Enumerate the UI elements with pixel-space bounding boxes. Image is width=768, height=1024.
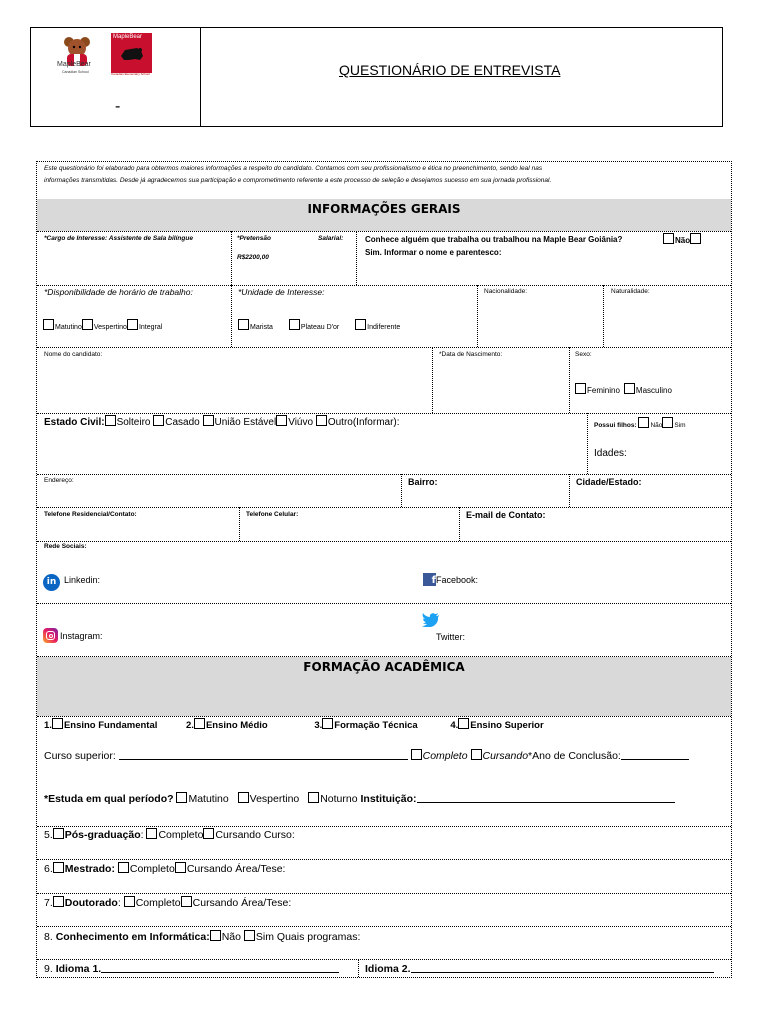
idioma1-row: [44, 963, 339, 975]
masculino-label: Masculino: [635, 386, 672, 395]
indiferente-label: Indiferente: [367, 324, 401, 331]
filhos-nao-checkbox[interactable]: [638, 417, 649, 428]
vespertino-checkbox[interactable]: [82, 319, 93, 330]
indiferente-checkbox[interactable]: [355, 319, 366, 330]
header-box: [30, 27, 723, 127]
mestrado-row: [44, 862, 285, 875]
curso-completo-checkbox[interactable]: [411, 749, 422, 760]
logo-left-sub: Canadian School: [62, 70, 89, 74]
informatica-label: Conhecimento em Informática:: [55, 931, 210, 943]
curso-cursando-checkbox[interactable]: [471, 749, 482, 760]
periodo-matutino-label: Matutino: [188, 793, 229, 805]
informatica-nao-label: Não: [221, 931, 241, 943]
superior-checkbox[interactable]: [458, 718, 469, 729]
curso-cursando-label: Cursando: [482, 750, 529, 762]
general-section-title: INFORMAÇÕES GERAIS: [307, 202, 461, 216]
mestrado-completo-label: Completo: [129, 863, 175, 875]
nascimento-label: *Data de Nascimento:: [439, 351, 503, 358]
n3: 3.: [314, 720, 323, 731]
endereco-label: Endereço:: [44, 477, 74, 484]
filhos-nao-label: Não: [650, 422, 663, 429]
pos-cursando-label: Cursando Curso:: [215, 829, 295, 841]
pos-row: [44, 828, 295, 841]
informatica-row: [44, 930, 360, 943]
disponibilidade-label: *Disponibilidade de horário de trabalho:: [44, 287, 193, 297]
integral-checkbox[interactable]: [127, 319, 138, 330]
idioma1-field[interactable]: [101, 963, 339, 973]
idioma2-label: Idioma 2.: [365, 963, 411, 975]
tecnica-checkbox[interactable]: [322, 718, 333, 729]
form-frame: [36, 161, 732, 978]
edu-level-row: [44, 718, 544, 731]
feminino-label: Feminino: [587, 386, 620, 395]
pos-cursando-checkbox[interactable]: [203, 828, 214, 839]
periodo-noturno-checkbox[interactable]: [308, 792, 319, 803]
twitter-icon: [422, 613, 440, 627]
pos-label: Pós-graduação: [64, 829, 141, 841]
header-dash: -: [115, 98, 121, 115]
viuvo-label: Viúvo: [288, 417, 314, 428]
doutorado-cursando-label: Cursando Área/Tese:: [192, 897, 292, 909]
email-label: E-mail de Contato:: [466, 510, 546, 520]
instagram-label: Instagram:: [60, 631, 103, 641]
mestrado-checkbox[interactable]: [53, 862, 64, 873]
doutorado-cursando-checkbox[interactable]: [181, 896, 192, 907]
header-divider: [200, 28, 201, 126]
periodo-vespertino-checkbox[interactable]: [238, 792, 249, 803]
marista-label: Marista: [250, 324, 273, 331]
mestrado-completo-checkbox[interactable]: [118, 862, 129, 873]
n6: 6.: [44, 863, 53, 875]
outro-label: Outro(Informar):: [327, 417, 400, 428]
pos-colon: :: [140, 829, 144, 841]
instagram-icon: [43, 628, 58, 643]
periodo-vespertino-label: Vespertino: [249, 793, 300, 805]
pos-checkbox[interactable]: [53, 828, 64, 839]
feminino-checkbox[interactable]: [575, 383, 586, 394]
superior-label: Ensino Superior: [470, 720, 544, 731]
uniao-label: União Estável: [214, 417, 277, 428]
facebook-icon: f: [423, 573, 436, 586]
marista-checkbox[interactable]: [238, 319, 249, 330]
academic-section-band: [37, 657, 731, 716]
outro-checkbox[interactable]: [316, 415, 327, 426]
filhos-row: [594, 417, 686, 429]
salarial-label: Salarial:: [318, 235, 344, 242]
linkedin-icon: in: [43, 574, 60, 591]
salary-value[interactable]: R$2200,00: [237, 254, 269, 261]
ano-conclusao-field[interactable]: [621, 750, 689, 760]
n7: 7.: [44, 897, 53, 909]
facebook-label: Facebook:: [436, 575, 479, 585]
n1: 1.: [44, 720, 52, 731]
informatica-sim-label: Sim Quais programas:: [255, 931, 361, 943]
linkedin-label: Linkedin:: [64, 575, 101, 585]
pretensao-label: *Pretensão: [237, 235, 271, 242]
logo-right-text: MapleBear: [113, 34, 143, 40]
masculino-checkbox[interactable]: [624, 383, 635, 394]
periodo-label: *Estuda em qual período?: [44, 793, 174, 805]
estado-civil-row: [44, 415, 400, 428]
filhos-sim-checkbox[interactable]: [662, 417, 673, 428]
matutino-label: Matutino: [55, 324, 82, 331]
solteiro-checkbox[interactable]: [105, 415, 116, 426]
unidade-label: *Unidade de Interesse:: [238, 287, 325, 297]
casado-checkbox[interactable]: [153, 415, 164, 426]
logo-right-sub: Canadian Elementary School: [111, 72, 150, 76]
doutorado-checkbox[interactable]: [53, 896, 64, 907]
conhece-sim-checkbox[interactable]: [690, 233, 701, 244]
idioma2-field[interactable]: [411, 963, 714, 973]
intro-line-2: informações transmitidas. Desde já agradecemos sua participação e comprometimento referente a este processo de seleção e desejamos sucesso em sua jornada profissional.: [44, 177, 552, 184]
maple-bear-icon: [119, 42, 145, 66]
instituicao-label: Instituição:: [360, 793, 417, 805]
sexo-options: [575, 383, 672, 395]
curso-superior-label: Curso superior:: [44, 750, 116, 762]
twitter-label: Twitter:: [436, 632, 466, 642]
vespertino-label: Vespertino: [93, 324, 127, 331]
general-section-band: [37, 199, 731, 231]
plateau-label: Plateau D'or: [300, 324, 340, 331]
n5: 5.: [44, 829, 53, 841]
cargo-label: *Cargo de Interesse: Assistente de Sala bilíngue: [44, 235, 193, 242]
nome-label: Nome do candidato:: [44, 351, 103, 358]
fundamental-label: Ensino Fundamental: [63, 720, 158, 731]
tel-cel-label: Telefone Celular:: [246, 511, 299, 518]
conhece-nao-label: Não: [675, 236, 691, 245]
periodo-noturno-label: Noturno: [320, 793, 358, 805]
ano-conclusao-label: *Ano de Conclusão:: [528, 750, 621, 762]
tel-res-label: Telefone Residencial/Contato:: [44, 511, 137, 518]
solteiro-label: Solteiro: [116, 417, 151, 428]
instituicao-field[interactable]: [417, 793, 675, 803]
sim-informar-label: Sim. Informar o nome e parentesco:: [365, 248, 502, 257]
tecnica-label: Formação Técnica: [334, 720, 418, 731]
periodo-row: [44, 792, 675, 805]
nacionalidade-label: Nacionalidade:: [484, 288, 528, 295]
curso-superior-row: [44, 749, 689, 762]
conhece-options: [663, 233, 702, 245]
unidade-options: [238, 319, 474, 331]
idades-label: Idades:: [594, 448, 627, 459]
doutorado-completo-label: Completo: [135, 897, 181, 909]
idioma2-row: [365, 963, 714, 975]
uniao-checkbox[interactable]: [203, 415, 214, 426]
mestrado-label: Mestrado:: [64, 863, 115, 875]
possui-filhos-label: Possui filhos:: [594, 422, 637, 429]
matutino-checkbox[interactable]: [43, 319, 54, 330]
n8: 8.: [44, 931, 53, 943]
maplebear-red-logo: [111, 33, 152, 73]
logo-left-text: MapleBear: [57, 61, 91, 68]
n2: 2.: [186, 720, 194, 731]
fundamental-checkbox[interactable]: [52, 718, 63, 729]
doutorado-completo-checkbox[interactable]: [124, 896, 135, 907]
medio-label: Ensino Médio: [205, 720, 268, 731]
estado-civil-label: Estado Civil:: [44, 417, 105, 428]
redes-label: Rede Sociais:: [44, 543, 87, 550]
academic-section-title: FORMAÇÃO ACADÊMICA: [303, 660, 465, 674]
medio-checkbox[interactable]: [194, 718, 205, 729]
informatica-sim-checkbox[interactable]: [244, 930, 255, 941]
intro-line-1: Este questionário foi elaborado para obtermos maiores informações a respeito do candidato. Contamos com seu profissionalismo e ética no preenchimento, sendo leal nas: [44, 165, 543, 172]
n4: 4.: [450, 720, 459, 731]
viuvo-checkbox[interactable]: [276, 415, 287, 426]
mestrado-cursando-checkbox[interactable]: [175, 862, 186, 873]
page-title: QUESTIONÁRIO DE ENTREVISTA: [339, 62, 561, 78]
bairro-label: Bairro:: [408, 477, 438, 487]
doutorado-label: Doutorado: [64, 897, 118, 909]
periodo-matutino-checkbox[interactable]: [176, 792, 187, 803]
idioma1-label: Idioma 1.: [55, 963, 102, 975]
informatica-nao-checkbox[interactable]: [210, 930, 221, 941]
doutorado-colon: :: [117, 897, 121, 909]
filhos-sim-label: Sim: [674, 422, 686, 429]
mestrado-cursando-label: Cursando Área/Tese:: [186, 863, 286, 875]
casado-label: Casado: [165, 417, 200, 428]
conhece-nao-checkbox[interactable]: [663, 233, 674, 244]
plateau-checkbox[interactable]: [289, 319, 300, 330]
pos-completo-label: Completo: [158, 829, 204, 841]
n9: 9.: [44, 963, 53, 975]
pos-completo-checkbox[interactable]: [146, 828, 157, 839]
integral-label: Integral: [138, 324, 163, 331]
doutorado-row: [44, 896, 291, 909]
curso-superior-field[interactable]: [119, 750, 408, 760]
naturalidade-label: Naturalidade:: [611, 288, 650, 295]
curso-completo-label: Completo: [422, 750, 468, 762]
conhece-label: Conhece alguém que trabalha ou trabalhou na Maple Bear Goiânia?: [365, 235, 623, 244]
disponibilidade-options: [43, 319, 162, 331]
sexo-label: Sexo:: [575, 351, 592, 358]
cidade-label: Cidade/Estado:: [576, 477, 642, 487]
